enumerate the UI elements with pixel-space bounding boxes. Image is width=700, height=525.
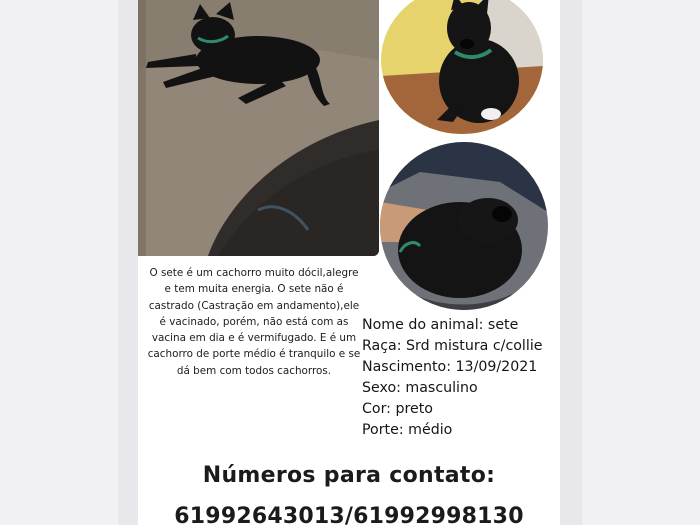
fact-size: Porte: médio: [362, 422, 453, 438]
fact-breed: Raça: Srd mistura c/collie: [362, 338, 543, 354]
fact-name: Nome do animal: sete: [362, 317, 519, 333]
dog-facts-list: [362, 315, 560, 441]
contact-phones: 61992643013/61992998130: [174, 504, 524, 525]
fact-color: Cor: preto: [362, 401, 433, 417]
left-margin: [0, 0, 118, 525]
right-edge-strip: [560, 0, 582, 525]
dog-description: O sete é um cachorro muito dócil,alegre e tem muita energia. O sete não é castrado (Castração em andamento),ele é vacinado, porém, não está com as vacina em dia e é vermifugado. E é um cachorro de porte médio é tranquilo e se dá bem com todos cachorros.: [147, 267, 361, 377]
right-margin: [582, 0, 700, 525]
dog-lying-photo: [138, 0, 379, 256]
adoption-flyer: [138, 0, 560, 525]
left-edge-strip: [118, 0, 138, 525]
contact-title: Números para contato:: [202, 463, 496, 488]
dog-head-circle-photo: [380, 142, 548, 310]
dog-sitting-circle-photo: [381, 0, 543, 134]
fact-sex: Sexo: masculino: [362, 380, 478, 396]
fact-birthdate: Nascimento: 13/09/2021: [362, 359, 538, 375]
